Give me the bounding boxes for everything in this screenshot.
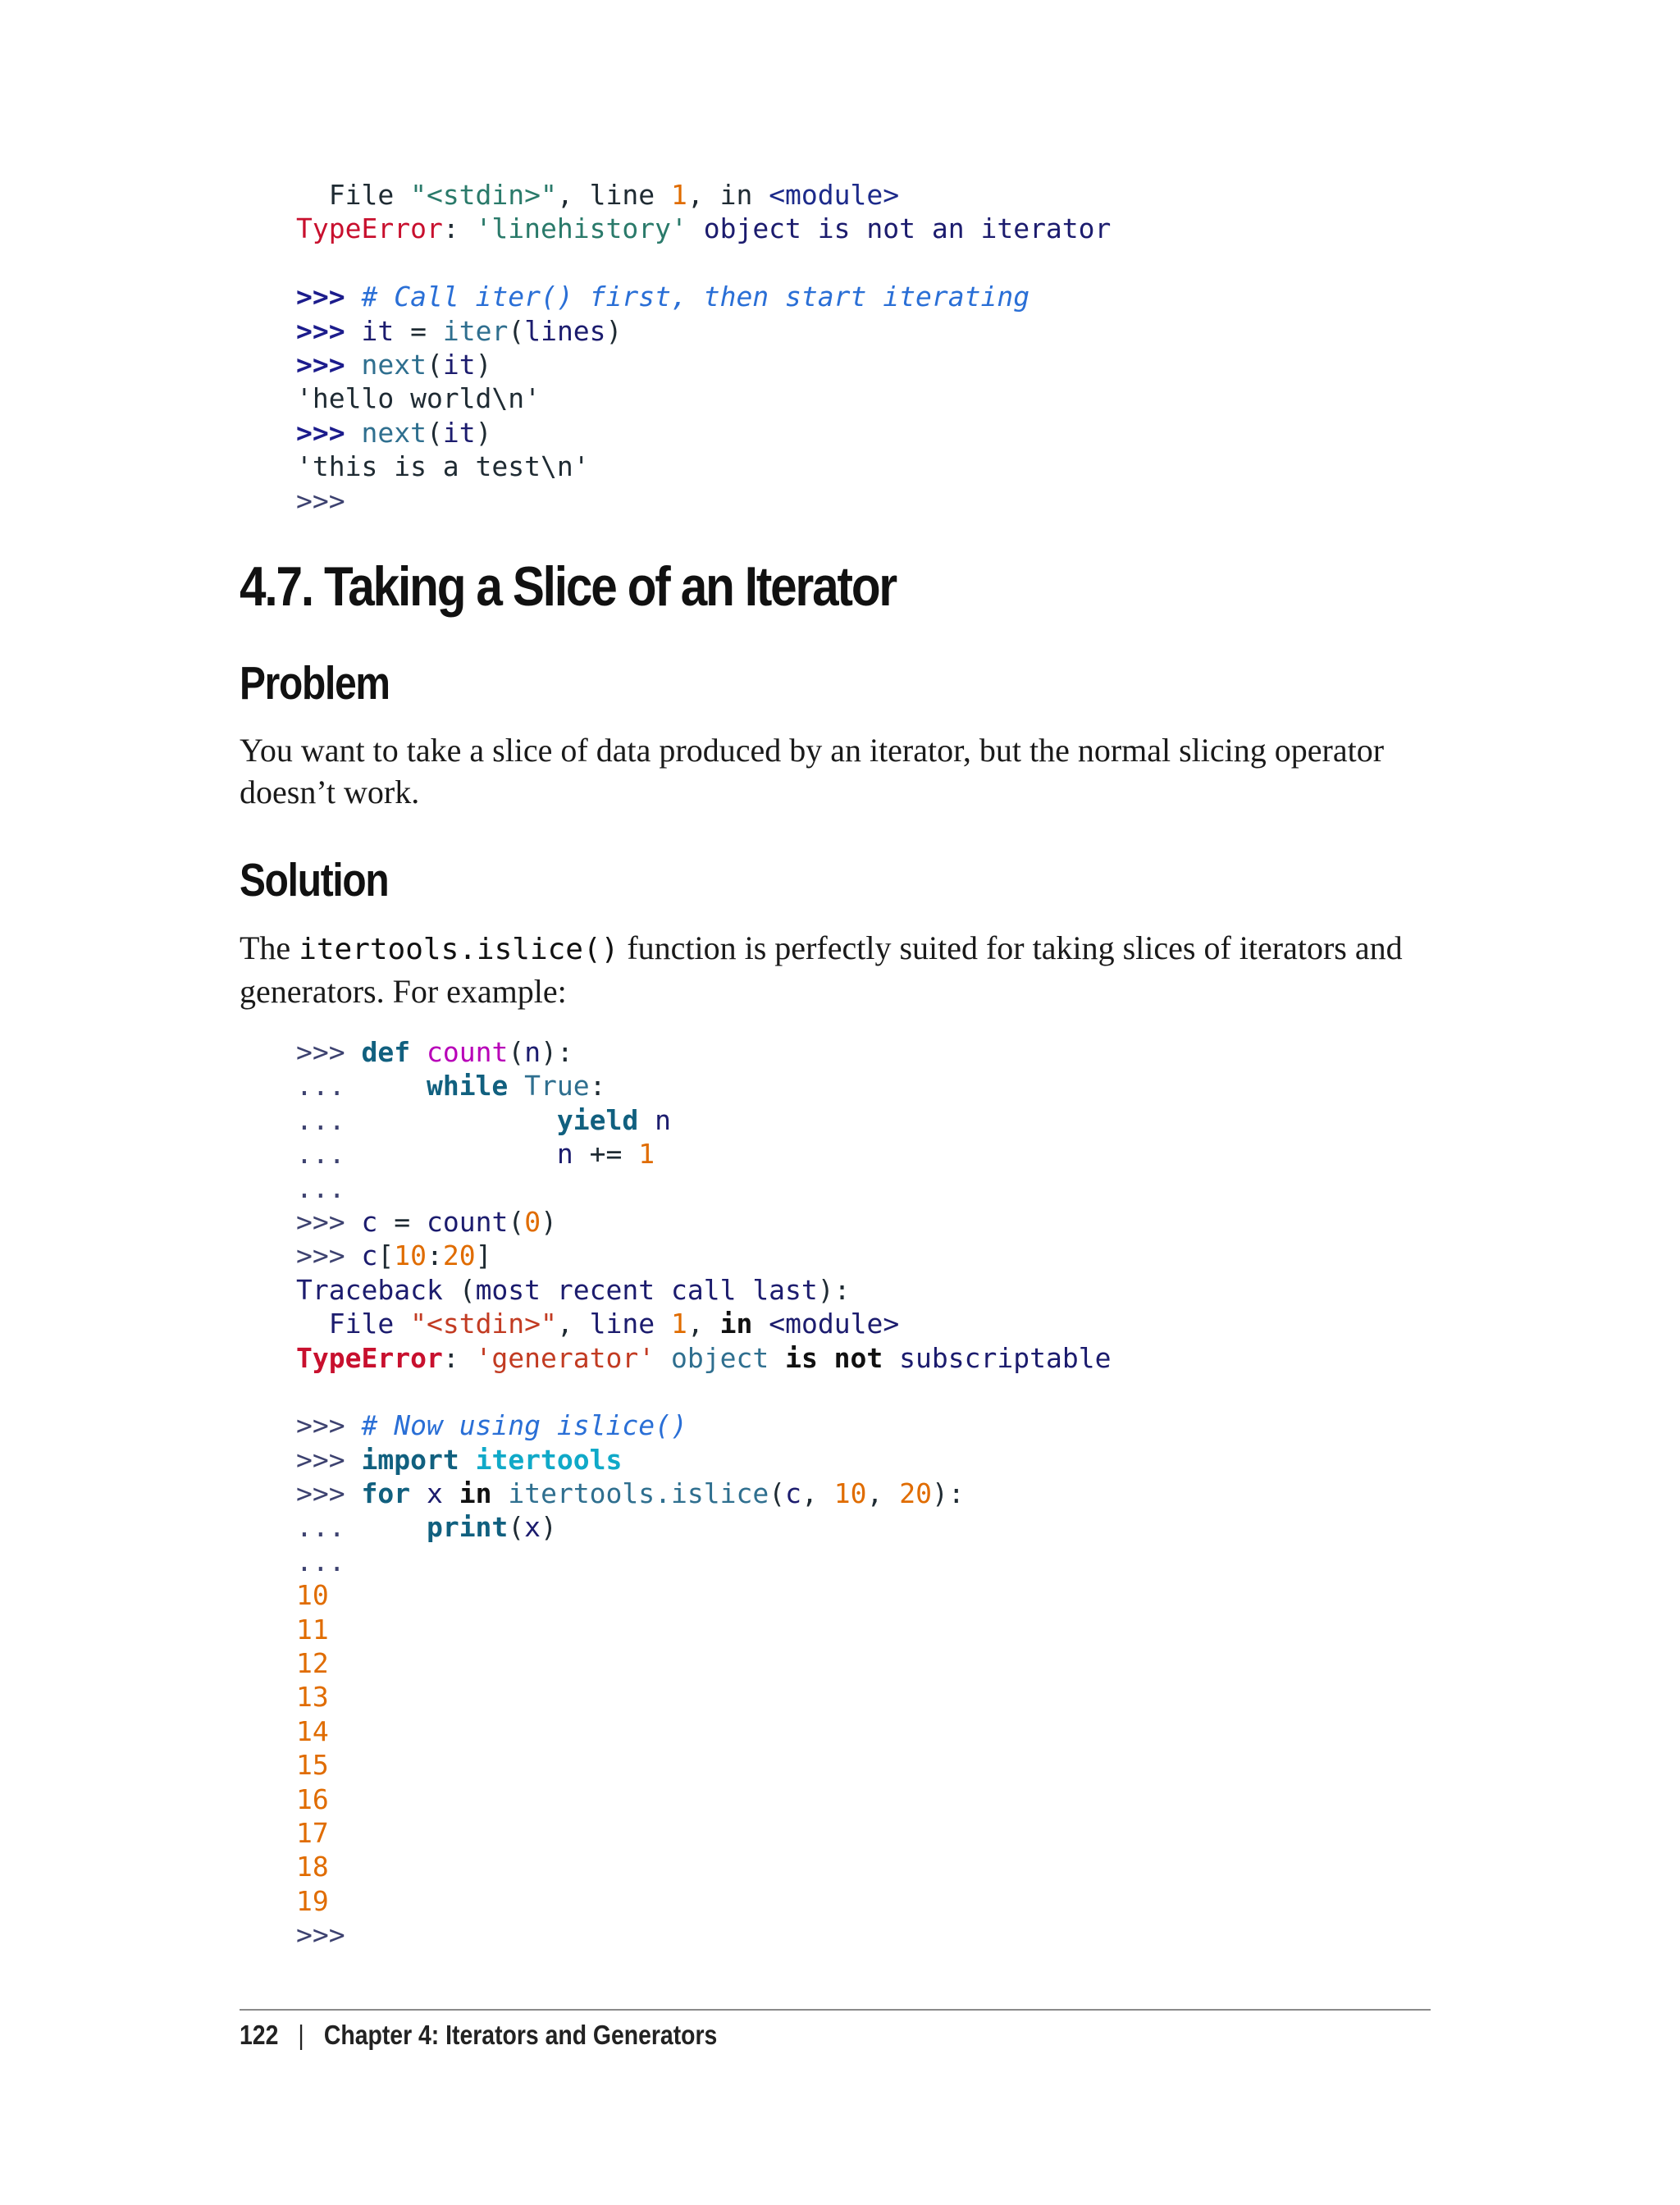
code-token (410, 1036, 427, 1068)
footer-rule (240, 2009, 1431, 2011)
code-line (296, 1408, 1111, 1442)
code-token: def (361, 1036, 411, 1068)
code-token: >>> (296, 1443, 362, 1476)
code-token: 20 (442, 1239, 476, 1272)
code-line (296, 1103, 1111, 1137)
code-line (296, 1816, 1111, 1850)
code-line (296, 1545, 1111, 1578)
code-token: c (361, 1205, 378, 1238)
code-line (296, 246, 1111, 280)
code-token: ): (541, 1036, 573, 1068)
code-token: , (866, 1477, 900, 1510)
code-token: , (556, 1308, 590, 1340)
code-block-traceback (296, 178, 1111, 518)
code-token: 1 (670, 179, 687, 211)
code-token (769, 1342, 785, 1374)
code-line (296, 1307, 1111, 1340)
code-token: is not (785, 1341, 883, 1374)
code-token (508, 1070, 524, 1102)
code-token: n (556, 1138, 573, 1171)
code-line (296, 1646, 1111, 1680)
code-token: ... (296, 1545, 345, 1577)
code-token: 'generator' (475, 1341, 655, 1374)
code-token (883, 1342, 899, 1374)
code-token: import (361, 1443, 459, 1476)
page-footer (240, 2020, 717, 2051)
section-heading: 4.7. Taking a Slice of an Iterator (240, 555, 897, 618)
code-token: ( (426, 348, 443, 381)
code-token: ( (508, 314, 525, 347)
code-line (296, 348, 1111, 381)
code-token: ... (296, 1070, 427, 1102)
code-token: 'hello world\n' (296, 382, 541, 415)
code-token: ... (296, 1171, 345, 1204)
code-token: = (377, 1205, 427, 1238)
code-token: 'linehistory' (475, 212, 687, 245)
code-token: ) (605, 314, 623, 347)
code-line (296, 1510, 1111, 1544)
solution-text-after: function is perfectly suited for taking slices of iterators and generators. For example: (240, 929, 1403, 1010)
code-token: # Call iter() first, then start iterating (361, 281, 1030, 313)
code-token: [ (377, 1239, 395, 1272)
code-token: ( (426, 416, 443, 449)
code-token (459, 1444, 476, 1476)
code-token: , line (556, 179, 671, 211)
code-token: lines (524, 314, 606, 347)
code-token: , (801, 1477, 834, 1510)
code-token: 17 (296, 1816, 329, 1849)
code-token: >>> (296, 1036, 362, 1068)
code-line (296, 1884, 1111, 1918)
code-token: for (361, 1477, 411, 1510)
code-line (296, 212, 1111, 245)
page-number: 122 (240, 2020, 279, 2050)
code-token: 12 (296, 1647, 329, 1680)
code-token: <module> (769, 1308, 900, 1340)
code-token: ) (475, 348, 492, 381)
code-token: next (361, 348, 427, 381)
code-line (296, 1477, 1111, 1510)
code-token: >>> (296, 416, 362, 449)
code-token: , (687, 1308, 720, 1340)
solution-text-before: The (240, 929, 299, 966)
code-token: object is not an iterator (687, 212, 1112, 245)
code-token: yield (556, 1103, 639, 1136)
code-token: ] (475, 1239, 492, 1272)
code-token: 1 (671, 1308, 687, 1340)
code-token: it (442, 416, 476, 449)
code-token: ... (296, 1103, 557, 1136)
code-line (296, 450, 1111, 483)
code-token: >>> (296, 1239, 362, 1272)
code-token: ): (817, 1273, 851, 1306)
code-line (296, 178, 1111, 212)
code-token: x (426, 1477, 443, 1510)
code-line (296, 1137, 1111, 1171)
code-token: ( (459, 1273, 476, 1306)
code-token: ): (931, 1477, 965, 1510)
code-token: = (394, 314, 443, 347)
code-line (296, 1613, 1111, 1646)
code-line (296, 314, 1111, 348)
code-line (296, 1680, 1111, 1714)
code-token (491, 1477, 508, 1509)
code-token: >>> (296, 348, 362, 381)
code-token: 16 (296, 1783, 329, 1815)
code-token: += (573, 1138, 639, 1171)
code-token: next (361, 416, 427, 449)
code-line (296, 484, 1111, 518)
code-token: >>> (296, 281, 362, 313)
code-token: it (442, 348, 476, 381)
code-token: 18 (296, 1851, 329, 1883)
code-token: 10 (833, 1477, 867, 1510)
code-token: TypeError (296, 212, 443, 245)
code-token (752, 1308, 769, 1340)
code-token: count (426, 1205, 509, 1238)
footer-separator: | (298, 2020, 304, 2050)
code-token: Traceback (296, 1273, 459, 1306)
code-token: # Now using islice() (361, 1409, 687, 1442)
code-line (296, 1273, 1111, 1307)
code-line (296, 1375, 1111, 1408)
code-token (655, 1342, 671, 1374)
code-token: 14 (296, 1714, 329, 1747)
code-block-islice-example (296, 1035, 1111, 1952)
code-token: n (655, 1103, 671, 1136)
code-token: ( (508, 1205, 525, 1238)
code-line (296, 1205, 1111, 1239)
code-token: 11 (296, 1613, 329, 1646)
chapter-title: Chapter 4: Iterators and Generators (323, 2020, 718, 2050)
code-line (296, 1035, 1111, 1069)
code-line (296, 1918, 1111, 1952)
code-token: : (442, 1341, 476, 1374)
code-token: 10 (394, 1239, 427, 1272)
code-line (296, 1783, 1111, 1816)
code-token: >>> (296, 314, 362, 347)
problem-heading: Problem (240, 657, 390, 710)
code-token: c (785, 1477, 801, 1510)
code-token: count (426, 1036, 509, 1068)
code-token: "<stdin>" (410, 179, 557, 211)
code-token: x (524, 1511, 541, 1544)
code-token: 15 (296, 1749, 329, 1782)
code-token: >>> (296, 1205, 362, 1238)
code-token: File (296, 179, 411, 211)
code-token: while (426, 1070, 509, 1102)
code-token: in (719, 1308, 753, 1340)
code-token: : (442, 212, 476, 245)
solution-heading: Solution (240, 854, 389, 906)
problem-paragraph: You want to take a slice of data produced by an iterator, but the normal slicing operator doesn’t work. (240, 732, 1385, 810)
code-token: >>> (296, 1919, 345, 1952)
code-token: in (459, 1477, 492, 1510)
code-line (296, 1714, 1111, 1748)
code-line (296, 416, 1111, 450)
code-token: : (426, 1239, 443, 1272)
code-token: it (361, 314, 395, 347)
code-line (296, 1748, 1111, 1782)
code-token: >>> (296, 484, 345, 517)
code-token: "<stdin>" (410, 1308, 557, 1340)
code-token: object (670, 1341, 769, 1374)
code-token: 'this is a test\n' (296, 450, 590, 483)
code-token: itertools.islice (508, 1477, 769, 1510)
code-token: subscriptable (899, 1341, 1112, 1374)
code-token: ( (769, 1477, 786, 1510)
code-token: 1 (638, 1138, 655, 1171)
code-token: True (524, 1070, 590, 1102)
code-token: n (524, 1036, 541, 1068)
code-token (443, 1477, 459, 1509)
code-token: >>> (296, 1477, 362, 1510)
code-token (410, 1477, 427, 1509)
code-token: iter (442, 314, 509, 347)
code-token: print (426, 1511, 509, 1544)
code-token: 0 (524, 1205, 541, 1238)
code-token: ) (541, 1205, 557, 1238)
code-line (296, 1850, 1111, 1883)
code-token: c (361, 1239, 378, 1272)
code-line (296, 1443, 1111, 1477)
code-token: line (589, 1308, 671, 1340)
code-token: ) (541, 1511, 557, 1544)
code-token: <module> (769, 179, 900, 211)
code-token: ... (296, 1138, 557, 1171)
code-token: : (589, 1070, 606, 1102)
code-token: 20 (899, 1477, 932, 1510)
code-token: File (328, 1308, 411, 1340)
code-line (296, 1069, 1111, 1102)
code-line (296, 381, 1111, 415)
solution-paragraph (240, 927, 1445, 1012)
code-token: ) (475, 416, 492, 449)
code-line (296, 280, 1111, 313)
inline-code-islice: itertools.islice() (299, 933, 619, 966)
code-line (296, 1239, 1111, 1272)
code-token: >>> (296, 1409, 362, 1442)
code-token (296, 1308, 329, 1340)
code-line (296, 1341, 1111, 1375)
code-token: 19 (296, 1884, 329, 1917)
code-token (638, 1104, 655, 1136)
code-token: 13 (296, 1681, 329, 1714)
code-token: ... (296, 1511, 427, 1544)
code-line (296, 1171, 1111, 1205)
code-token: itertools (475, 1443, 623, 1476)
code-token: 10 (296, 1579, 329, 1612)
code-line (296, 1578, 1111, 1612)
code-token: TypeError (296, 1341, 443, 1374)
code-token: ( (508, 1036, 525, 1068)
code-token: most recent call last (475, 1273, 818, 1306)
code-token: ( (508, 1511, 525, 1544)
code-token: , in (687, 179, 769, 211)
